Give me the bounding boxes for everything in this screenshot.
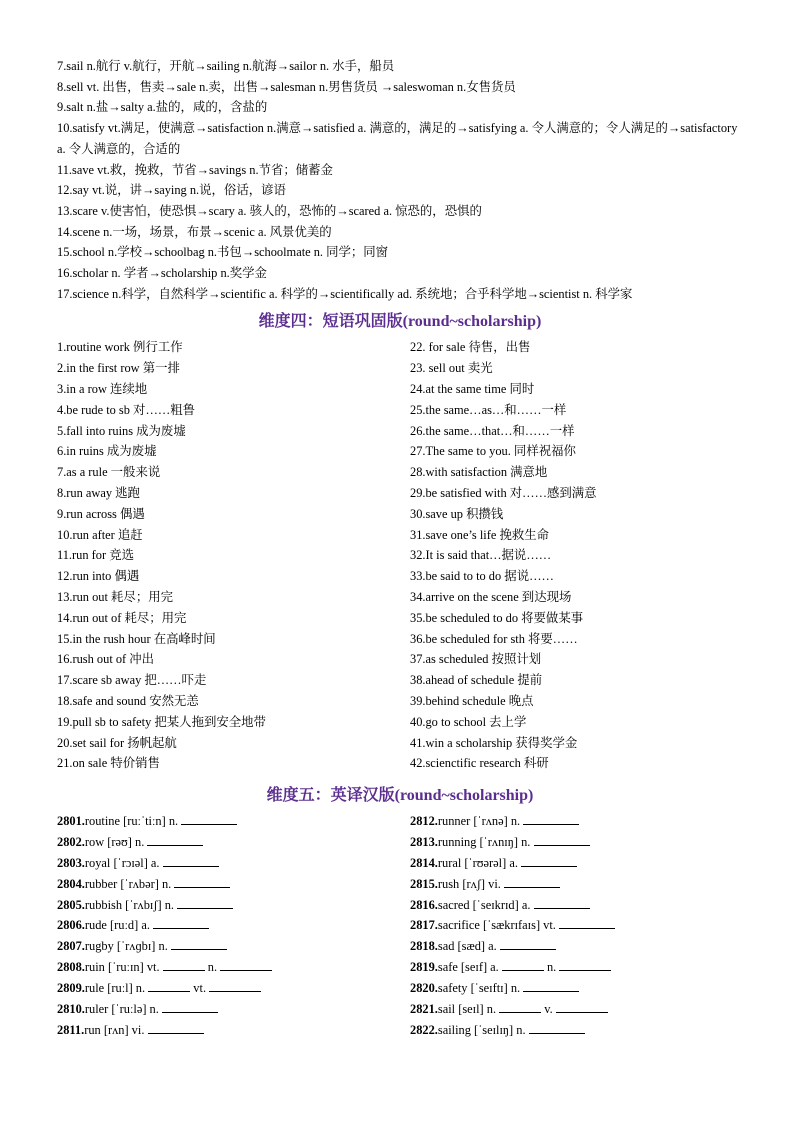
vocab-word: sail [seɪl] n. [437, 1001, 500, 1016]
vocab-word: sacred [ˈseɪkrɪd] a. [437, 897, 534, 912]
phrase-item: 20.set sail for 扬帆起航 [57, 735, 177, 750]
derivation-line: 11.save vt.救，挽救，节省→savings n.节省；储蓄金 [57, 162, 333, 177]
phrase-item: 37.as scheduled 按照计划 [410, 652, 542, 667]
answer-blank[interactable] [148, 980, 190, 992]
vocab-number: 2818. [410, 939, 438, 954]
vocab-row [410, 853, 743, 874]
vocab-row [57, 957, 410, 978]
phrase-item: 18.safe and sound 安然无恙 [57, 693, 199, 708]
vocab-number: 2822. [410, 1022, 438, 1037]
vocab-number: 2809. [57, 980, 85, 995]
vocab-word: sad [sæd] a. [437, 939, 500, 954]
answer-blank[interactable] [559, 959, 611, 971]
derivation-line: 14.scene n.一场，场景，布景→scenic a. 风景优美的 [57, 224, 332, 239]
phrase-item: 17.scare sb away 把……吓走 [57, 673, 207, 688]
vocab-word: runner [ˈrʌnə] n. [437, 814, 524, 829]
vocab-word: ruler [ˈruːlə] n. [84, 1001, 162, 1016]
answer-blank[interactable] [534, 897, 590, 909]
phrase-column-right [410, 337, 743, 774]
vocab-row [57, 915, 410, 936]
derivation-line: 12.say vt.说，讲→saying n.说，俗话，谚语 [57, 183, 286, 198]
phrase-item: 3.in a row 连续地 [57, 382, 148, 397]
phrase-item: 12.run into 偶遇 [57, 569, 140, 584]
answer-blank[interactable] [177, 897, 233, 909]
answer-blank[interactable] [523, 980, 579, 992]
vocab-word: ruin [ˈruːɪn] vt. [84, 960, 163, 975]
vocab-number: 2804. [57, 876, 85, 891]
answer-blank[interactable] [499, 1001, 541, 1013]
section-title-phrases: 维度四：短语巩固版(round~scholarship) [258, 313, 542, 331]
vocab-pos: v. [541, 1001, 556, 1016]
phrase-item: 16.rush out of 冲出 [57, 652, 155, 667]
vocab-number: 2814. [410, 855, 438, 870]
phrase-item: 25.the same…as…和……一样 [410, 402, 567, 417]
vocab-row [410, 874, 743, 895]
derivation-line: 17.science n.科学，自然科学→scientific a. 科学的→scientifically ad. 系统地；合乎科学地→scientist n. 科学家 [57, 286, 633, 301]
vocab-number: 2812. [410, 814, 438, 829]
phrase-item: 22. for sale 待售，出售 [410, 340, 531, 355]
vocab-number: 2807. [57, 939, 85, 954]
phrase-item: 11.run for 竞选 [57, 548, 134, 563]
vocab-row [57, 1020, 410, 1041]
phrase-item: 24.at the same time 同时 [410, 382, 535, 397]
vocab-row [57, 853, 410, 874]
phrase-item: 9.run across 偶遇 [57, 506, 145, 521]
phrase-item: 33.be said to to do 据说…… [410, 569, 554, 584]
vocab-row [410, 832, 743, 853]
vocab-row [410, 811, 743, 832]
phrase-item: 35.be scheduled to do 将要做某事 [410, 610, 584, 625]
phrase-item: 29.be satisfied with 对……感到满意 [410, 486, 597, 501]
vocab-number: 2821. [410, 1001, 438, 1016]
vocab-number: 2816. [410, 897, 438, 912]
derivation-line: 16.scholar n. 学者→scholarship n.奖学金 [57, 266, 267, 281]
derivation-line: 13.scare v.使害怕，使恐惧→scary a. 骇人的，恐怖的→scared a. 惊恐的，恐惧的 [57, 203, 482, 218]
vocab-number: 2803. [57, 855, 85, 870]
phrase-item: 27.The same to you. 同样祝福你 [410, 444, 576, 459]
vocab-word: rural [ˈrʊərəl] a. [437, 855, 522, 870]
vocab-number: 2811. [57, 1022, 85, 1037]
phrase-item: 26.the same…that…和……一样 [410, 423, 575, 438]
derivation-list [57, 56, 743, 304]
vocab-number: 2805. [57, 897, 85, 912]
answer-blank[interactable] [171, 938, 227, 950]
phrase-item: 34.arrive on the scene 到达现场 [410, 590, 572, 604]
phrase-column-left [57, 337, 410, 774]
phrase-item: 30.save up 积攒钱 [410, 506, 504, 521]
vocab-row [57, 832, 410, 853]
phrase-item: 39.behind schedule 晚点 [410, 693, 534, 708]
vocab-row [410, 936, 743, 957]
vocab-number: 2820. [410, 980, 438, 995]
answer-blank[interactable] [181, 813, 237, 825]
derivation-line: 9.salt n.盐→salty a.盐的，咸的，含盐的 [57, 100, 268, 115]
phrase-item: 21.on sale 特价销售 [57, 756, 160, 771]
vocab-row [57, 874, 410, 895]
derivation-line: 8.sell vt. 出售，售卖→sale n.卖，出售→salesman n.男售货员 →saleswoman n.女售货员 [57, 79, 516, 94]
phrase-item: 19.pull sb to safety 把某人拖到安全地带 [57, 714, 266, 729]
phrase-item: 14.run out of 耗尽；用完 [57, 610, 187, 625]
vocab-word: royal [ˈrɔɪəl] a. [84, 855, 163, 870]
vocab-number: 2819. [410, 960, 438, 975]
derivation-line: 7.sail n.航行 v.航行，开航→sailing n.航海→sailor n. 水手，船员 [57, 59, 395, 73]
vocab-column-left [57, 811, 410, 1040]
answer-blank[interactable] [556, 1001, 608, 1013]
phrase-item: 5.fall into ruins 成为废墟 [57, 423, 186, 438]
phrase-item: 6.in ruins 成为废墟 [57, 444, 157, 459]
phrase-grid [57, 337, 743, 774]
vocab-row [57, 999, 410, 1020]
answer-blank[interactable] [209, 980, 261, 992]
phrase-item: 7.as a rule 一般来说 [57, 465, 161, 480]
answer-blank[interactable] [500, 938, 556, 950]
vocab-number: 2815. [410, 876, 438, 891]
vocab-pos: n. [204, 960, 221, 975]
vocab-row [57, 936, 410, 957]
vocab-row [410, 895, 743, 916]
phrase-item: 42.scienctific research 科研 [410, 756, 549, 771]
vocab-number: 2810. [57, 1001, 85, 1016]
phrase-item: 23. sell out 卖光 [410, 361, 493, 376]
vocab-word: sacrifice [ˈsækrɪfaɪs] vt. [437, 918, 559, 933]
answer-blank[interactable] [523, 813, 579, 825]
vocab-row [57, 978, 410, 999]
vocab-word: rugby [ˈrʌɡbɪ] n. [84, 939, 171, 954]
vocab-column-right [410, 811, 743, 1040]
answer-blank[interactable] [147, 834, 203, 846]
vocab-pos: n. [543, 960, 560, 975]
vocab-word: row [rəʊ] n. [84, 835, 148, 850]
answer-blank[interactable] [163, 855, 219, 867]
vocab-word: safety [ˈseɪftɪ] n. [437, 980, 524, 995]
vocab-number: 2813. [410, 835, 438, 850]
vocab-word: running [ˈrʌnɪŋ] n. [437, 835, 534, 850]
vocab-word: run [rʌn] vi. [84, 1022, 148, 1037]
phrase-item: 1.routine work 例行工作 [57, 340, 183, 355]
phrase-item: 15.in the rush hour 在高峰时间 [57, 631, 216, 646]
answer-blank[interactable] [162, 1001, 218, 1013]
phrase-item: 8.run away 逃跑 [57, 486, 140, 501]
phrase-item: 13.run out 耗尽；用完 [57, 590, 173, 604]
vocab-number: 2808. [57, 960, 85, 975]
answer-blank[interactable] [148, 1022, 204, 1034]
answer-blank[interactable] [153, 917, 209, 929]
vocab-pos: vt. [190, 980, 210, 995]
answer-blank[interactable] [163, 959, 205, 971]
phrase-item: 41.win a scholarship 获得奖学金 [410, 735, 578, 750]
vocab-row [410, 957, 743, 978]
phrase-item: 10.run after 追赶 [57, 527, 143, 542]
phrase-item: 4.be rude to sb 对……粗鲁 [57, 402, 196, 417]
answer-blank[interactable] [220, 959, 272, 971]
phrase-item: 38.ahead of schedule 提前 [410, 673, 543, 688]
phrase-item: 36.be scheduled for sth 将要…… [410, 631, 578, 646]
vocab-row [410, 999, 743, 1020]
vocab-word: sailing [ˈseɪlɪŋ] n. [437, 1022, 529, 1037]
answer-blank[interactable] [502, 959, 544, 971]
vocab-number: 2806. [57, 918, 85, 933]
vocab-row [410, 1020, 743, 1041]
vocab-word: rush [rʌʃ] vi. [437, 876, 504, 891]
section-title-translation: 维度五：英译汉版(round~scholarship) [266, 787, 534, 805]
phrase-item: 28.with satisfaction 满意地 [410, 465, 548, 480]
derivation-line: 10.satisfy vt.满足，使满意→satisfaction n.满意→satisfied a. 满意的，满足的→satisfying a. 令人满意的；令人满足的→satisfactory a. 令人满意的，合适的 [57, 121, 738, 156]
vocab-word: rule [ruːl] n. [84, 980, 149, 995]
vocab-word: rubber [ˈrʌbər] n. [84, 876, 175, 891]
vocab-row [57, 811, 410, 832]
answer-blank[interactable] [174, 876, 230, 888]
answer-blank[interactable] [504, 876, 560, 888]
worksheet-page [57, 56, 743, 1040]
vocab-number: 2801. [57, 814, 85, 829]
vocab-word: routine [ruːˈtiːn] n. [84, 814, 182, 829]
answer-blank[interactable] [559, 917, 615, 929]
phrase-item: 32.It is said that…据说…… [410, 548, 552, 563]
answer-blank[interactable] [534, 834, 590, 846]
vocab-word: rubbish [ˈrʌbɪʃ] n. [84, 897, 178, 912]
vocab-row [410, 915, 743, 936]
vocab-row [410, 978, 743, 999]
vocab-number: 2802. [57, 835, 85, 850]
phrase-item: 31.save one’s life 挽救生命 [410, 527, 550, 542]
vocab-grid [57, 811, 743, 1040]
vocab-number: 2817. [410, 918, 438, 933]
phrase-item: 2.in the first row 第一排 [57, 361, 180, 376]
answer-blank[interactable] [529, 1022, 585, 1034]
derivation-line: 15.school n.学校→schoolbag n.书包→schoolmate n. 同学；同窗 [57, 245, 389, 260]
vocab-word: rude [ruːd] a. [84, 918, 154, 933]
phrase-item: 40.go to school 去上学 [410, 714, 527, 729]
vocab-word: safe [seɪf] a. [437, 960, 502, 975]
vocab-row [57, 895, 410, 916]
answer-blank[interactable] [521, 855, 577, 867]
